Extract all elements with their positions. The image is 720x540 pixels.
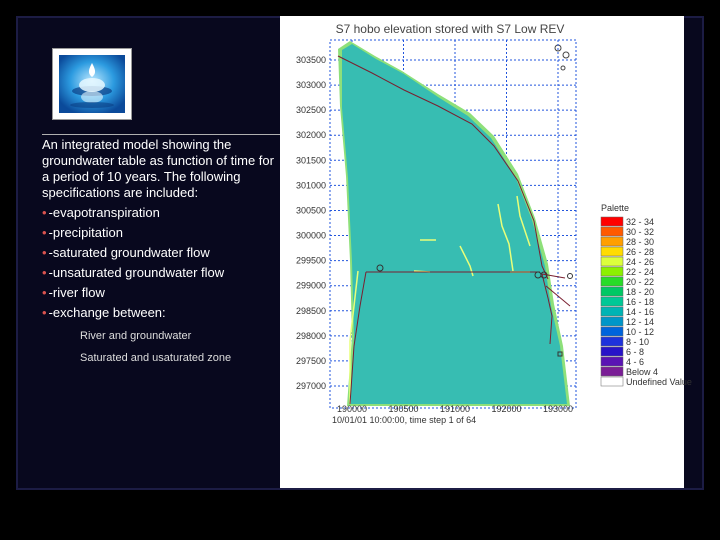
x-tick-label: 191000 xyxy=(439,404,471,414)
palette-swatch xyxy=(601,277,623,286)
bullet-icon: • xyxy=(42,265,47,280)
divider xyxy=(42,134,280,135)
palette-label: 8 - 10 xyxy=(626,337,650,347)
description-block xyxy=(42,137,278,366)
palette-swatch xyxy=(601,367,623,376)
map-title: S7 hobo elevation stored with S7 Low REV xyxy=(335,22,565,36)
palette-swatch xyxy=(601,317,623,326)
palette-title: Palette xyxy=(601,203,630,213)
palette-label: Below 4 xyxy=(626,367,659,377)
list-item xyxy=(42,305,278,321)
x-tick-label: 193000 xyxy=(542,404,574,414)
palette-label: 14 - 16 xyxy=(626,307,655,317)
bullet-icon: • xyxy=(42,305,47,320)
y-tick-label: 303000 xyxy=(295,80,326,91)
y-tick-label: 302500 xyxy=(295,105,326,116)
well-marker-icon xyxy=(568,274,573,279)
y-tick-label: 301000 xyxy=(295,180,326,191)
palette-label: 20 - 22 xyxy=(626,277,655,287)
x-tick-label: 192000 xyxy=(491,404,522,414)
sub-item: River and groundwater xyxy=(80,330,192,342)
bullet-icon: • xyxy=(42,205,47,220)
palette-label: 30 - 32 xyxy=(626,227,655,237)
y-tick-label: 300000 xyxy=(295,230,326,241)
palette-label: 10 - 12 xyxy=(626,327,655,337)
x-tick-label: 190000 xyxy=(336,404,368,414)
y-tick-label: 303500 xyxy=(295,55,326,65)
palette-label: 24 - 26 xyxy=(626,257,655,267)
palette-label: 22 - 24 xyxy=(626,267,655,277)
reset-view-icon[interactable] xyxy=(561,66,565,70)
palette-label: 16 - 18 xyxy=(626,297,655,307)
list-item-label: -unsaturated groundwater flow xyxy=(48,265,225,280)
list-item xyxy=(42,205,278,221)
palette-label: 26 - 28 xyxy=(626,247,655,257)
palette-label: 12 - 14 xyxy=(626,317,655,327)
sub-item: Saturated and usaturated zone xyxy=(80,352,232,364)
zoom-out-icon[interactable] xyxy=(563,52,569,58)
bullet-icon: • xyxy=(42,225,47,240)
y-axis xyxy=(296,55,326,391)
palette-swatch xyxy=(601,267,623,276)
palette-label: 32 - 34 xyxy=(626,217,655,227)
list-item xyxy=(42,245,278,261)
palette-swatch xyxy=(601,257,623,266)
y-tick-label: 299500 xyxy=(295,255,326,266)
bullet-icon: • xyxy=(42,245,47,260)
palette-label: 28 - 30 xyxy=(626,237,655,247)
list-item xyxy=(42,265,278,281)
palette-swatch xyxy=(601,227,623,236)
map-zoom-controls[interactable] xyxy=(555,45,569,70)
map-panel xyxy=(280,16,692,488)
list-item-label: -precipitation xyxy=(48,225,123,240)
list-item-label: -evapotranspiration xyxy=(48,205,160,220)
palette-swatch xyxy=(601,247,623,256)
palette-label: 6 - 8 xyxy=(626,347,645,357)
list-item-label: -saturated groundwater flow xyxy=(48,245,210,260)
palette-swatch xyxy=(601,287,623,296)
x-tick-label: 190500 xyxy=(388,404,419,414)
palette-swatch xyxy=(601,337,623,346)
list-item-label: -exchange between: xyxy=(48,305,166,320)
y-tick-label: 297500 xyxy=(295,355,326,366)
y-tick-label: 298000 xyxy=(295,330,326,341)
palette-swatch xyxy=(601,327,623,336)
y-tick-label: 299000 xyxy=(295,280,326,291)
palette-label: Undefined Value xyxy=(626,377,692,387)
palette-label: 4 - 6 xyxy=(626,357,645,367)
water-drop-icon xyxy=(59,55,125,113)
time-step-caption: 10/01/01 10:00:00, time step 1 of 64 xyxy=(332,415,477,425)
description-text: An integrated model showing the groundwater table as function of time for a period of 10 years. The following specifications are included: xyxy=(42,137,274,200)
list-item xyxy=(42,285,278,301)
palette-swatch xyxy=(601,357,623,366)
list-item xyxy=(42,225,278,241)
palette-swatch xyxy=(601,307,623,316)
palette-legend xyxy=(601,217,692,387)
palette-swatch xyxy=(601,377,623,386)
palette-swatch xyxy=(601,347,623,356)
y-tick-label: 300500 xyxy=(295,205,326,216)
y-tick-label: 302000 xyxy=(295,130,326,141)
palette-swatch xyxy=(601,297,623,306)
y-tick-label: 301500 xyxy=(295,155,326,166)
y-tick-label: 298500 xyxy=(295,305,326,316)
bullet-icon: • xyxy=(42,285,47,300)
water-drop-image xyxy=(52,48,132,120)
palette-swatch xyxy=(601,237,623,246)
y-tick-label: 297000 xyxy=(295,381,326,391)
list-item-label: -river flow xyxy=(48,285,105,300)
palette-label: 18 - 20 xyxy=(626,287,655,297)
groundwater-map xyxy=(280,16,692,488)
palette-swatch xyxy=(601,217,623,226)
